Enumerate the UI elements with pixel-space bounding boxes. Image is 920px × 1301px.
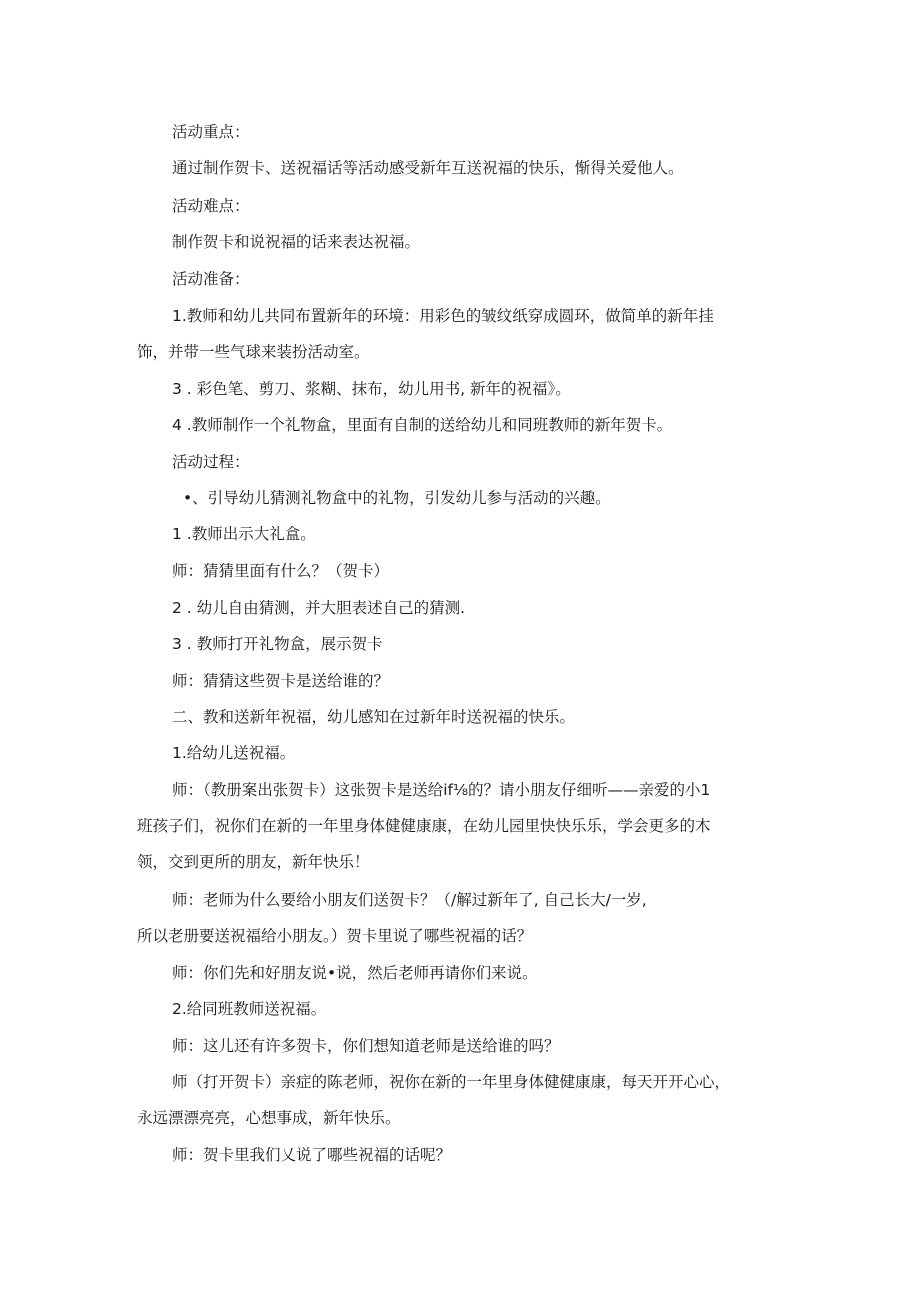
- heading-difficulty: 活动难点：: [172, 197, 250, 215]
- paragraph-text: 通过制作贺卡、送祝福话等活动感受新年互送祝福的快乐，惭得关爱他人。: [172, 159, 684, 177]
- list-item: 2 . 幼儿自由猜测，并大胆表述自己的猜测.: [172, 599, 466, 617]
- list-item: 1.教师和幼儿共同布置新年的环境：用彩色的皱纹纸穿成圆环，做简单的新年挂: [172, 307, 714, 325]
- heading-preparation: 活动准备：: [172, 270, 250, 288]
- dialogue-line: 师（打开贺卡）亲症的陈老师，祝你在新的一年里身体健健康康，每天开开心心，: [172, 1073, 731, 1091]
- list-item: 1.给幼儿送祝福。: [172, 744, 296, 762]
- heading-key-points: 活动重点：: [172, 123, 250, 141]
- dialogue-line: 师：你们先和好朋友说•说，然后老师再请你们来说。: [172, 964, 538, 982]
- list-item: 4 .教师制作一个礼物盒，里面有自制的送给幼儿和同班教师的新年贺卡。: [172, 416, 673, 434]
- dialogue-line: 师：猜猜里面有什么？（贺卡）: [172, 562, 390, 580]
- dialogue-continuation: 所以老册要送祝福给小朋友。）贺卡里说了哪些祝福的话？: [137, 927, 533, 945]
- dialogue-continuation: 永远漂漂亮亮，心想事成，新年快乐。: [137, 1109, 401, 1127]
- list-item: 3 . 教师打开礼物盒，展示贺卡: [172, 635, 383, 653]
- dialogue-continuation: 领，交到更所的朋友，新年快乐！: [137, 853, 370, 871]
- section-heading: 二、教和送新年祝福，幼儿感知在过新年时送祝福的快乐。: [172, 708, 576, 726]
- heading-process: 活动过程：: [172, 453, 250, 471]
- list-item: 3 . 彩色笔、剪刀、浆糊、抹布，幼儿用书, 新年的祝福》。: [172, 380, 571, 398]
- list-item-continuation: 饰，并带一些气球来装扮活动室。: [137, 343, 370, 361]
- dialogue-line: 师：老师为什么要给小朋友们送贺卡？（/解过新年了, 自己长大/一岁,: [172, 891, 647, 909]
- dialogue-line: 师：这儿还有许多贺卡，你们想知道老师是送给谁的吗？: [172, 1037, 560, 1055]
- dialogue-line: 师：猜猜这些贺卡是送给谁的？: [172, 672, 390, 690]
- list-item: 1 .教师出示大礼盒。: [172, 525, 316, 543]
- paragraph-text: 制作贺卡和说祝福的话来表达祝福。: [172, 233, 421, 251]
- dialogue-line: 师：贺卡里我们乂说了哪些祝福的话呢？: [172, 1146, 452, 1164]
- dialogue-continuation: 班孩子们，祝你们在新的一年里身体健健康康，在幼儿园里快快乐乐，学会更多的木: [137, 817, 711, 835]
- list-item: 2.给同班教师送祝福。: [172, 1000, 327, 1018]
- dialogue-line: 师：（教册案出张贺卡）这张贺卡是送给if⅛的？请小朋友仔细听——亲爱的小1: [172, 781, 711, 799]
- section-heading: •、引导幼儿猜测礼物盒中的礼物，引发幼儿参与活动的兴趣。: [183, 489, 611, 507]
